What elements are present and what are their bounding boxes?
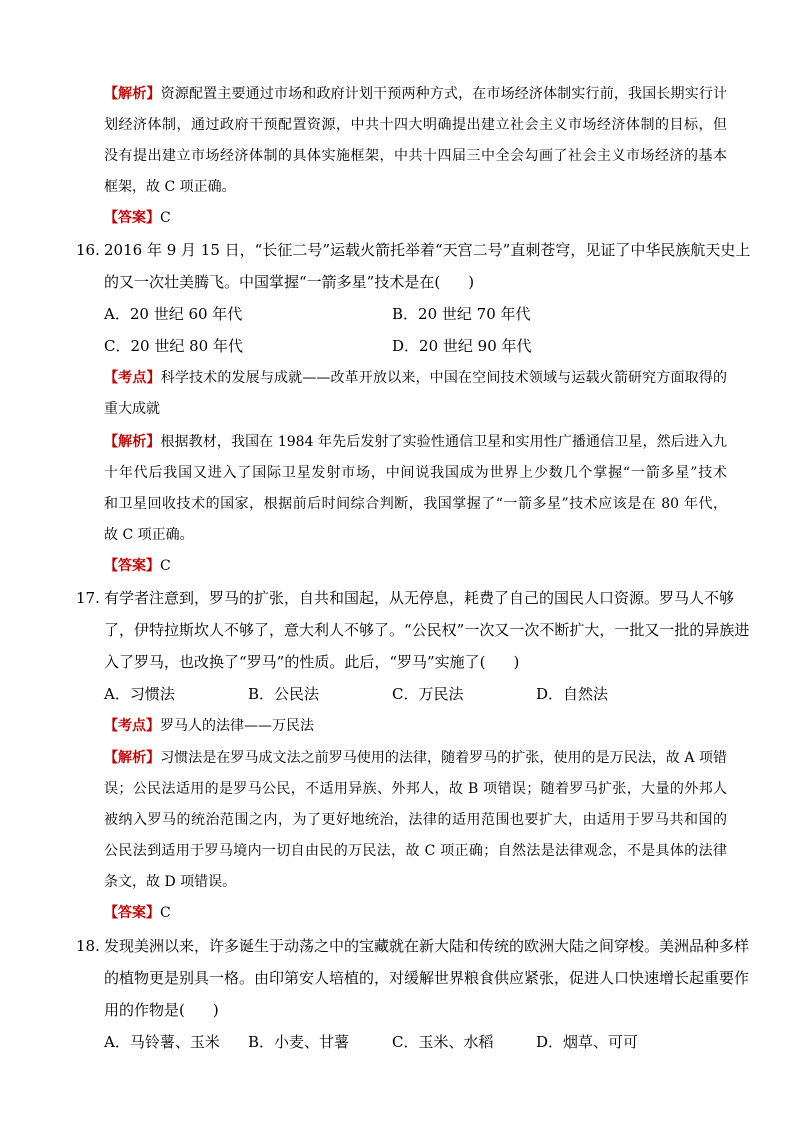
q17-analysis-line-4: 公民法到适用于罗马境内一切自由民的万民法，故 C 项正确；自然法是法律观念，不是具体的法律 [104, 843, 727, 859]
analysis-label: 【解析】 [104, 434, 161, 450]
q15-answer [104, 208, 171, 228]
q15-analysis-line-1: 【解析】资源配置主要通过市场和政府计划干预两种方式，在市场经济体制实行前，我国长期实行计 [104, 86, 728, 102]
q16-answer-value: C [160, 558, 171, 574]
q16-analysis-line-3: 和卫星回收技术的国家，根据前后时间综合判断，我国掌握了“一箭多星”技术应该是在 80 年代， [104, 496, 727, 512]
q18-stem-line-2: 的植物更是别具一格。由印第安人培植的，对缓解世界粮食供应紧张，促进人口快速增长起重要作 [104, 969, 750, 987]
q16-stem-line-2: 的又一次壮美腾飞。中国掌握“一箭多星”技术是在( ) [104, 273, 475, 291]
q17-option-d: D．自然法 [536, 685, 609, 703]
q17-answer [104, 903, 171, 923]
q16-option-b: B．20 世纪 70 年代 [392, 305, 531, 323]
q17-analysis-line-1: 【解析】习惯法是在罗马成文法之前罗马使用的法律，随着罗马的扩张，使用的是万民法，故 A 项错 [104, 750, 727, 766]
q17-number: 17. [76, 589, 100, 607]
q17-stem-line-3: 入了罗马，也改换了“罗马”的性质。此后，“罗马”实施了( ) [104, 653, 520, 671]
q16-stem-line-1: 2016 年 9 月 15 日，“长征二号”运载火箭托举着“天宫二号”直刺苍穹，见证了中华民族航天史上 [104, 241, 751, 259]
q16-analysis-line-2: 十年代后我国又进入了国际卫星发射市场，中间说我国成为世界上少数几个掌握“一箭多星”技术 [104, 465, 727, 481]
q16-option-a: A．20 世纪 60 年代 [104, 305, 243, 323]
q16-number: 16. [76, 241, 100, 259]
q18-option-c: C．玉米、水稻 [392, 1033, 494, 1051]
q16-analysis-line-1: 【解析】根据教材，我国在 1984 年先后发射了实验性通信卫星和实用性广播通信卫星，然后进入九 [104, 434, 728, 450]
q16-answer [104, 556, 171, 576]
point-label: 【考点】 [104, 370, 161, 386]
q16-option-d: D．20 世纪 90 年代 [392, 337, 532, 355]
q17-option-b: B．公民法 [248, 685, 320, 703]
q15-analysis-line-4: 框架，故 C 项正确。 [104, 179, 236, 195]
q17-analysis-line-3: 被纳入罗马的统治范围之内，为了更好地统治，法律的适用范围也要扩大，由适用于罗马共和国的 [104, 812, 727, 828]
q18-option-d: D．烟草、可可 [536, 1033, 639, 1051]
q18-stem-line-1: 发现美洲以来，许多诞生于动荡之中的宝藏就在新大陆和传统的欧洲大陆之间穿梭。美洲品种多样 [104, 937, 750, 955]
q16-analysis-line-4: 故 C 项正确。 [104, 527, 194, 543]
q16-option-c: C．20 世纪 80 年代 [104, 337, 243, 355]
point-label: 【考点】 [104, 718, 160, 734]
q18-option-b: B．小麦、甘薯 [248, 1033, 350, 1051]
q16-point-line-1: 【考点】科学技术的发展与成就——改革开放以来，中国在空间技术领域与运载火箭研究方面取得的 [104, 370, 728, 386]
q17-stem-line-1: 有学者注意到，罗马的扩张，自共和国起，从无停息，耗费了自己的国民人口资源。罗马人不够 [104, 589, 735, 607]
q17-option-a: A．习惯法 [104, 685, 175, 703]
q18-option-a: A．马铃薯、玉米 [104, 1033, 220, 1051]
analysis-label: 【解析】 [104, 750, 161, 766]
q18-number: 18. [76, 937, 100, 955]
q15-analysis-line-2: 划经济体制，通过政府干预配置资源，中共十四大明确提出建立社会主义市场经济体制的目标，但 [104, 117, 727, 133]
analysis-label: 【解析】 [104, 86, 161, 102]
q15-answer-value: C [160, 210, 171, 226]
q17-point-line-1: 【考点】罗马人的法律——万民法 [104, 718, 314, 734]
q15-analysis-line-3: 没有提出建立市场经济体制的具体实施框架，中共十四届三中全会勾画了社会主义市场经济的基本 [104, 148, 727, 164]
q18-stem-line-3: 用的作物是( ) [104, 1001, 219, 1019]
q16-point-line-2: 重大成就 [104, 401, 160, 417]
q17-answer-value: C [160, 905, 171, 921]
q17-stem-line-2: 了，伊特拉斯坎人不够了，意大利人不够了。“公民权”一次又一次不断扩大，一批又一批的异族进 [104, 621, 750, 639]
answer-label: 【答案】 [104, 558, 160, 574]
q17-analysis-line-2: 误；公民法适用的是罗马公民，不适用异族、外邦人，故 B 项错误；随着罗马扩张，大量的外邦人 [104, 781, 727, 797]
q17-option-c: C．万民法 [392, 685, 464, 703]
q17-analysis-line-5: 条文，故 D 项错误。 [104, 874, 237, 890]
answer-label: 【答案】 [104, 210, 160, 226]
answer-label: 【答案】 [104, 905, 160, 921]
